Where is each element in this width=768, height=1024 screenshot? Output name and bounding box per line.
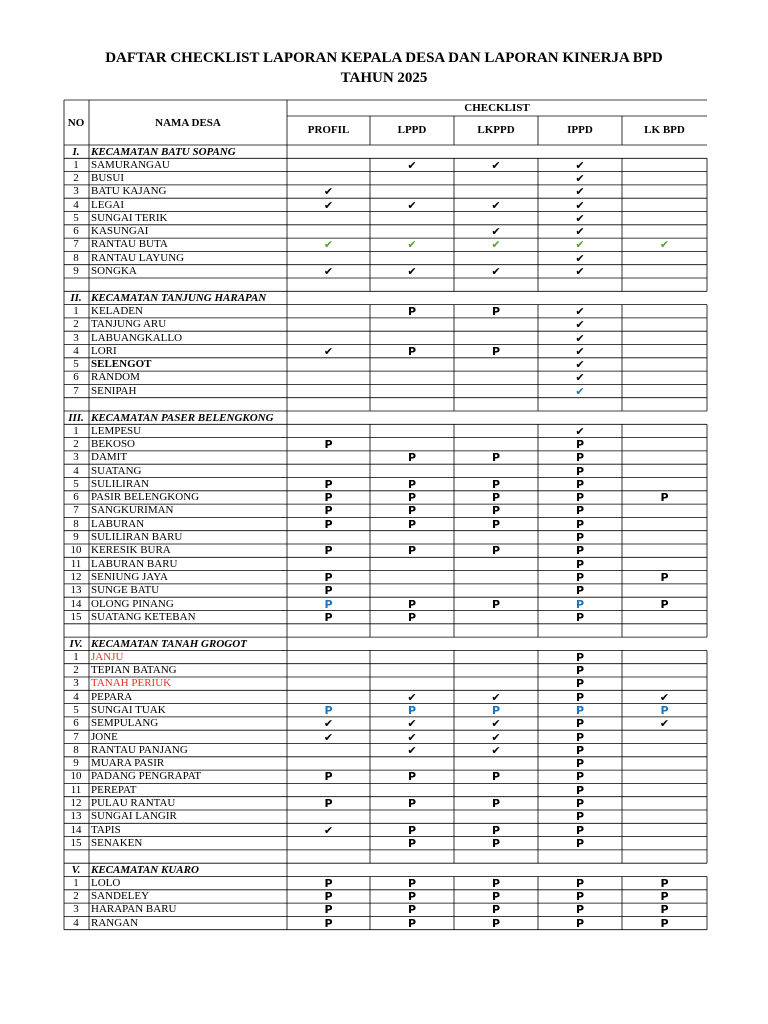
mark-p: P <box>575 557 585 571</box>
row-number: 1 <box>73 650 79 663</box>
village-name: PASIR BELENGKONG <box>91 491 200 504</box>
village-name: RANTAU LAYUNG <box>91 251 185 264</box>
village-name: SUNGAI LANGIR <box>91 810 177 823</box>
checkmark-icon: ✔ <box>407 690 417 704</box>
village-name: SULILIRAN <box>91 477 150 490</box>
mark-p: P <box>575 703 585 717</box>
mark-p: P <box>491 890 501 904</box>
row-number: 4 <box>73 344 79 357</box>
checkmark-icon: ✔ <box>407 717 417 731</box>
village-name: LEMPESU <box>91 424 142 437</box>
checkmark-icon: ✔ <box>659 238 670 252</box>
mark-p: P <box>575 664 585 677</box>
mark-p: P <box>575 717 585 731</box>
village-name: TANAH PERIUK <box>91 677 172 690</box>
row-number: 7 <box>73 730 79 743</box>
checkmark-icon: ✔ <box>575 238 585 252</box>
mark-p: P <box>407 517 417 531</box>
mark-p: P <box>324 770 333 784</box>
mark-p: P <box>660 491 669 505</box>
mark-p: P <box>491 344 501 358</box>
mark-p: P <box>324 890 333 904</box>
checkmark-icon: ✔ <box>323 238 334 252</box>
checkmark-icon: ✔ <box>575 424 585 438</box>
village-name: PULAU RANTAU <box>91 797 176 809</box>
checkmark-icon: ✔ <box>575 225 585 239</box>
row-number: 8 <box>73 743 79 756</box>
header-no: NO <box>67 117 85 129</box>
mark-p: P <box>575 757 585 771</box>
row-number: 5 <box>73 703 79 716</box>
mark-p: P <box>407 770 417 784</box>
mark-p: P <box>575 690 585 704</box>
village-name: PEPARA <box>91 690 133 703</box>
mark-p: P <box>491 903 501 917</box>
village-name: SUNGAI TERIK <box>91 211 168 224</box>
mark-p: P <box>407 703 417 717</box>
checkmark-icon: ✔ <box>575 171 585 185</box>
row-number: 5 <box>73 358 79 371</box>
row-number: 9 <box>73 531 79 543</box>
row-number: 6 <box>73 371 79 384</box>
header-col-lppd: LPPD <box>397 124 427 136</box>
mark-p: P <box>575 517 585 531</box>
checkmark-icon: ✔ <box>575 331 585 345</box>
mark-p: P <box>324 517 333 531</box>
row-number: 2 <box>73 890 79 903</box>
checkmark-icon: ✔ <box>575 318 585 332</box>
mark-p: P <box>491 770 501 784</box>
checkmark-icon: ✔ <box>575 371 585 385</box>
checkmark-icon: ✔ <box>491 198 501 212</box>
mark-p: P <box>491 504 501 518</box>
mark-p: P <box>407 544 417 558</box>
village-name: SANGKURIMAN <box>91 504 174 517</box>
village-name: RANDOM <box>91 371 140 384</box>
checkmark-icon: ✔ <box>575 251 585 265</box>
mark-p: P <box>575 876 585 890</box>
checkmark-icon: ✔ <box>575 185 585 199</box>
checkmark-icon: ✔ <box>323 730 334 744</box>
mark-p: P <box>324 916 333 930</box>
row-number: 3 <box>73 331 79 344</box>
checkmark-icon: ✔ <box>491 717 501 731</box>
mark-p: P <box>407 890 417 904</box>
village-name: BEKOSO <box>91 437 136 450</box>
mark-p: P <box>407 504 417 518</box>
village-name: SELENGOT <box>91 358 152 371</box>
mark-p: P <box>575 531 585 544</box>
checkmark-icon: ✔ <box>491 158 501 172</box>
mark-p: P <box>491 597 501 611</box>
checkmark-icon: ✔ <box>491 690 501 704</box>
village-name: JANJU <box>91 650 124 663</box>
mark-p: P <box>491 703 501 717</box>
row-number: 3 <box>73 903 79 916</box>
checkmark-icon: ✔ <box>575 158 585 172</box>
mark-p: P <box>324 504 333 518</box>
mark-p: P <box>575 597 585 611</box>
row-number: 5 <box>73 211 79 224</box>
village-name: KELADEN <box>91 304 143 317</box>
mark-p: P <box>324 491 333 505</box>
row-number: 5 <box>73 477 79 490</box>
section-title: KECAMATAN TANAH GROGOT <box>91 637 247 650</box>
mark-p: P <box>575 504 585 518</box>
row-number: 1 <box>73 424 79 437</box>
header-checklist: CHECKLIST <box>464 102 530 114</box>
village-name: LEGAI <box>91 198 124 211</box>
mark-p: P <box>575 451 585 465</box>
mark-p: P <box>575 836 585 850</box>
mark-p: P <box>407 304 417 318</box>
checkmark-icon: ✔ <box>491 730 501 744</box>
mark-p: P <box>491 797 501 810</box>
village-name: SONGKA <box>91 265 137 277</box>
village-name: PEREPAT <box>91 783 137 796</box>
checkmark-icon: ✔ <box>323 717 334 731</box>
mark-p: P <box>660 570 669 584</box>
checkmark-icon: ✔ <box>323 185 334 199</box>
checkmark-icon: ✔ <box>323 823 334 837</box>
row-number: 1 <box>73 304 79 317</box>
mark-p: P <box>324 437 333 451</box>
mark-p: P <box>660 703 669 717</box>
mark-p: P <box>491 544 501 558</box>
mark-p: P <box>324 544 333 558</box>
village-name: SANDELEY <box>91 890 150 903</box>
mark-p: P <box>575 491 585 505</box>
mark-p: P <box>407 836 417 850</box>
mark-p: P <box>575 730 585 744</box>
checkmark-icon: ✔ <box>407 158 417 172</box>
village-name: PADANG PENGRAPAT <box>91 770 202 783</box>
checkmark-icon: ✔ <box>491 238 501 252</box>
row-number: 3 <box>73 451 79 464</box>
village-name: LORI <box>91 344 117 357</box>
mark-p: P <box>575 464 585 478</box>
section-number: II. <box>70 291 82 304</box>
mark-p: P <box>407 491 417 505</box>
row-number: 6 <box>73 225 79 238</box>
header-col-profil: PROFIL <box>307 124 350 136</box>
document-title: DAFTAR CHECKLIST LAPORAN KEPALA DESA DAN LAPORAN KINERJA BPD <box>105 50 663 66</box>
mark-p: P <box>575 810 585 824</box>
checkmark-icon: ✔ <box>575 358 585 372</box>
village-name: JONE <box>91 730 118 743</box>
mark-p: P <box>660 876 669 890</box>
checkmark-icon: ✔ <box>575 265 585 278</box>
row-number: 14 <box>70 597 82 610</box>
mark-p: P <box>491 517 501 531</box>
checkmark-icon: ✔ <box>323 344 334 358</box>
row-number: 15 <box>70 610 82 623</box>
village-name: HARAPAN BARU <box>91 903 177 916</box>
mark-p: P <box>407 610 417 624</box>
mark-p: P <box>575 783 585 797</box>
village-name: LABUANGKALLO <box>91 331 183 344</box>
mark-p: P <box>575 743 585 757</box>
mark-p: P <box>575 890 585 904</box>
header-col-ippd: IPPD <box>567 124 593 136</box>
row-number: 4 <box>73 198 79 211</box>
row-number: 10 <box>70 770 82 783</box>
checkmark-icon: ✔ <box>407 238 417 252</box>
mark-p: P <box>575 770 585 784</box>
mark-p: P <box>407 876 417 890</box>
mark-p: P <box>324 903 333 917</box>
checkmark-icon: ✔ <box>659 690 670 704</box>
mark-p: P <box>324 584 333 598</box>
mark-p: P <box>575 823 585 837</box>
village-name: LABURAN <box>91 517 145 530</box>
village-name: SENAKEN <box>91 836 143 849</box>
mark-p: P <box>324 703 333 717</box>
mark-p: P <box>575 797 585 810</box>
row-number: 13 <box>70 810 82 823</box>
mark-p: P <box>575 903 585 917</box>
mark-p: P <box>407 477 417 491</box>
mark-p: P <box>575 477 585 491</box>
row-number: 15 <box>70 836 82 849</box>
village-name: KASUNGAI <box>91 225 149 238</box>
mark-p: P <box>660 916 669 930</box>
village-name: RANGAN <box>91 916 139 929</box>
mark-p: P <box>407 797 417 810</box>
village-name: SUNGAI TUAK <box>91 703 166 716</box>
village-name: SULILIRAN BARU <box>91 531 183 543</box>
mark-p: P <box>575 544 585 558</box>
checkmark-icon: ✔ <box>575 304 585 318</box>
mark-p: P <box>660 597 669 611</box>
mark-p: P <box>407 823 417 837</box>
mark-p: P <box>324 876 333 890</box>
mark-p: P <box>324 610 333 624</box>
row-number: 2 <box>73 664 79 676</box>
mark-p: P <box>575 677 585 691</box>
mark-p: P <box>407 916 417 930</box>
checkmark-icon: ✔ <box>575 384 585 398</box>
village-name: BUSUI <box>91 171 125 184</box>
mark-p: P <box>491 451 501 465</box>
mark-p: P <box>324 597 333 611</box>
mark-p: P <box>575 610 585 624</box>
row-number: 2 <box>73 437 79 450</box>
village-name: RANTAU BUTA <box>91 238 168 251</box>
village-name: KERESIK BURA <box>91 544 171 557</box>
mark-p: P <box>660 903 669 917</box>
mark-p: P <box>407 451 417 465</box>
checkmark-icon: ✔ <box>659 717 670 731</box>
checkmark-icon: ✔ <box>407 730 417 744</box>
mark-p: P <box>575 584 585 598</box>
row-number: 14 <box>70 823 82 836</box>
row-number: 8 <box>73 251 79 264</box>
mark-p: P <box>407 344 417 358</box>
village-name: SAMURANGAU <box>91 158 170 171</box>
village-name: OLONG PINANG <box>91 597 174 610</box>
village-name: DAMIT <box>91 451 128 464</box>
row-number: 2 <box>73 318 79 331</box>
village-name: TEPIAN BATANG <box>91 664 177 676</box>
section-number: IV. <box>69 637 83 650</box>
village-name: BATU KAJANG <box>91 185 167 198</box>
checkmark-icon: ✔ <box>491 743 501 757</box>
row-number: 6 <box>73 717 79 730</box>
village-name: RANTAU PANJANG <box>91 743 188 756</box>
mark-p: P <box>491 491 501 505</box>
section-title: KECAMATAN TANJUNG HARAPAN <box>91 291 267 304</box>
row-number: 12 <box>70 570 82 583</box>
header-col-lkppd: LKPPD <box>477 124 515 136</box>
mark-p: P <box>575 916 585 930</box>
row-number: 7 <box>73 384 79 397</box>
row-number: 1 <box>73 876 79 889</box>
checkmark-icon: ✔ <box>575 211 585 225</box>
mark-p: P <box>491 836 501 850</box>
mark-p: P <box>575 437 585 451</box>
village-name: SENIPAH <box>91 384 137 397</box>
header-col-lk-bpd: LK BPD <box>644 124 685 136</box>
header-nama-desa: NAMA DESA <box>155 117 221 129</box>
row-number: 11 <box>70 783 82 796</box>
row-number: 11 <box>70 557 82 570</box>
checkmark-icon: ✔ <box>575 344 585 358</box>
row-number: 12 <box>70 797 82 809</box>
row-number: 1 <box>73 158 79 171</box>
row-number: 2 <box>73 171 79 184</box>
mark-p: P <box>575 650 585 664</box>
section-number: III. <box>68 411 84 424</box>
checkmark-icon: ✔ <box>407 265 417 278</box>
mark-p: P <box>491 916 501 930</box>
village-name: LOLO <box>91 876 121 889</box>
mark-p: P <box>660 890 669 904</box>
village-name: SUNGE BATU <box>91 584 160 597</box>
section-number: V. <box>71 863 81 876</box>
section-title: KECAMATAN BATU SOPANG <box>91 145 236 158</box>
checkmark-icon: ✔ <box>407 743 417 757</box>
row-number: 10 <box>70 544 82 557</box>
section-number: I. <box>72 145 80 158</box>
section-title: KECAMATAN PASER BELENGKONG <box>91 411 274 424</box>
village-name: TAPIS <box>91 823 121 836</box>
checkmark-icon: ✔ <box>491 225 501 239</box>
row-number: 13 <box>70 584 82 597</box>
village-name: TANJUNG ARU <box>91 318 167 331</box>
village-name: SUATANG KETEBAN <box>91 610 196 623</box>
section-title: KECAMATAN KUARO <box>91 863 199 876</box>
row-number: 9 <box>73 757 79 770</box>
row-number: 4 <box>73 464 79 477</box>
row-number: 7 <box>73 504 79 517</box>
checkmark-icon: ✔ <box>407 198 417 212</box>
row-number: 6 <box>73 491 79 504</box>
checkmark-icon: ✔ <box>323 265 334 278</box>
village-name: SUATANG <box>91 464 142 477</box>
mark-p: P <box>324 797 333 810</box>
checkmark-icon: ✔ <box>491 265 501 278</box>
mark-p: P <box>491 876 501 890</box>
row-number: 9 <box>73 265 79 277</box>
row-number: 3 <box>73 677 79 690</box>
row-number: 3 <box>73 185 79 198</box>
document-year: TAHUN 2025 <box>340 70 428 86</box>
mark-p: P <box>491 477 501 491</box>
village-name: SENIUNG JAYA <box>91 570 168 583</box>
mark-p: P <box>324 477 333 491</box>
row-number: 4 <box>73 916 79 929</box>
village-name: MUARA PASIR <box>91 757 165 770</box>
mark-p: P <box>575 570 585 584</box>
row-number: 7 <box>73 238 79 251</box>
checkmark-icon: ✔ <box>575 198 585 212</box>
mark-p: P <box>407 903 417 917</box>
mark-p: P <box>491 304 501 318</box>
row-number: 4 <box>73 690 79 703</box>
village-name: SEMPULANG <box>91 717 159 730</box>
row-number: 8 <box>73 517 79 530</box>
mark-p: P <box>407 597 417 611</box>
village-name: LABURAN BARU <box>91 557 178 570</box>
mark-p: P <box>491 823 501 837</box>
mark-p: P <box>324 570 333 584</box>
checkmark-icon: ✔ <box>323 198 334 212</box>
